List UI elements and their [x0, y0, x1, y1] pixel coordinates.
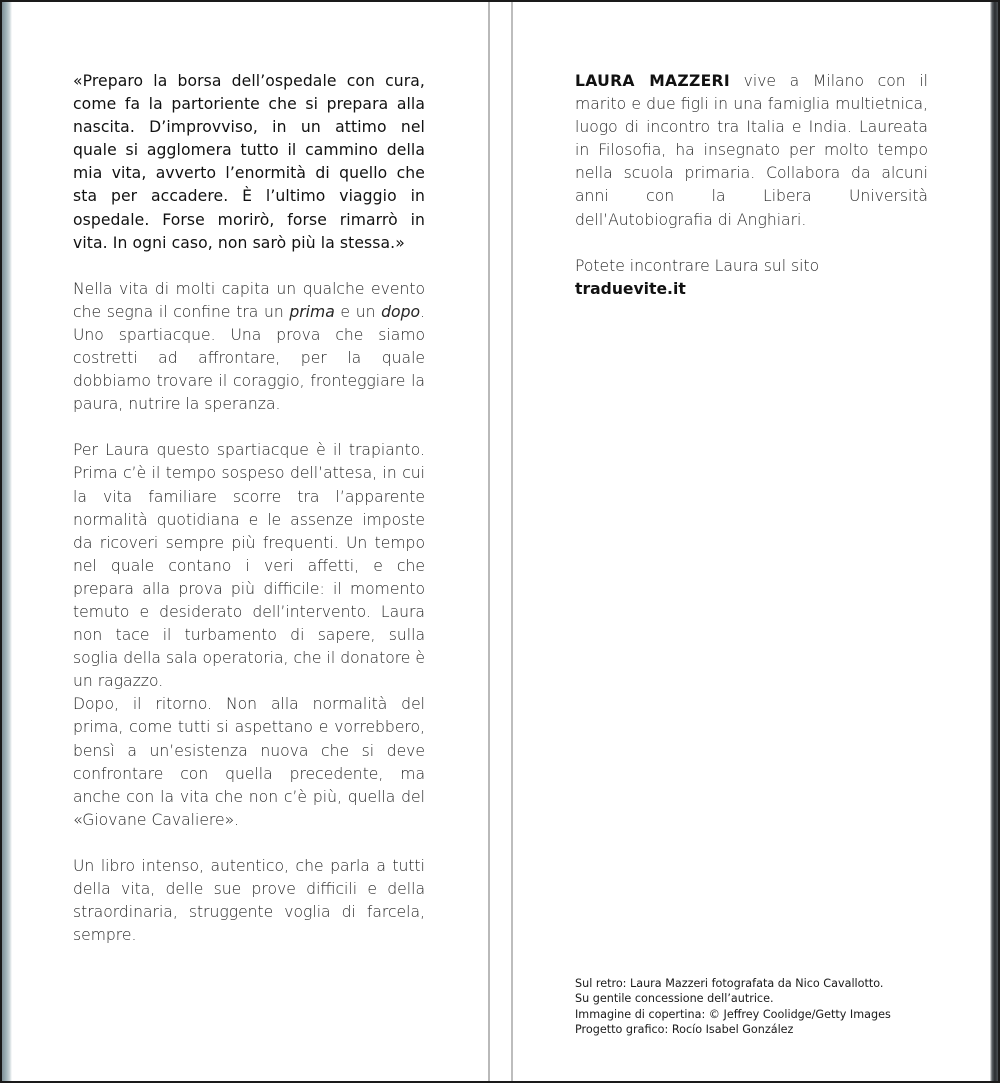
opening-quote: «Preparo la borsa dell’ospedale con cura, come fa la partoriente che si prepara alla nascita. D’improvviso, in un attimo nel quale si agglomera tutto il cammino della mia vita, avverto l’enormità di quello che sta per accadere. È l’ultimo viaggio in ospedale. Forse morirò, forse rimarrò in vita. In ogni caso, non sarò più la stessa.»: [73, 72, 425, 252]
emphasis-prima: prima: [289, 302, 335, 321]
author-bio-text: vive a Milano con il marito e due figli in una famiglia multietnica, luogo di incontro tra Italia e India. Laureata in Filosofia, ha insegnato per molto tempo nella scuola primaria. Collabora da alcuni anni con la Libera Università dell’Autobiografia di Anghiari.: [575, 72, 928, 229]
image-credits: [575, 976, 935, 1038]
paragraph-1-part-1: Nella vita di molti capita un qualche evento che segna il confine tra un: [73, 279, 425, 321]
emphasis-dopo: dopo: [381, 302, 421, 321]
left-flap-text: [73, 70, 425, 970]
spine-gap: [490, 2, 511, 1081]
paragraph-4: Un libro intenso, autentico, che parla a tutti della vita, delle sue prove difficili e della straordinaria, struggente voglia di farcela, sempre.: [73, 856, 425, 945]
cover-edge-right: [990, 2, 998, 1081]
right-flap-text: [575, 70, 928, 324]
paragraph-2: Per Laura questo spartiacque è il trapianto. Prima c’è il tempo sospeso dell’attesa, in cui la vita familiare scorre tra l’apparente normalità quotidiana e le assenze imposte da ricoveri sempre più frequenti. Un tempo nel quale contano i veri affetti, e che prepara alla prova più difficile: il momento temuto e desiderato dell’intervento. Laura non tace il turbamento di sapere, sulla soglia della sala operatoria, che il donatore è un ragazzo.: [73, 441, 425, 691]
website-link[interactable]: traduevite.it: [575, 279, 686, 298]
credit-line: Immagine di copertina: © Jeffrey Coolidge/Getty Images: [575, 1007, 891, 1021]
paragraph-1-part-3: . Uno spartiacque. Una prova che siamo costretti ad affrontare, per la quale dobbiamo trovare il coraggio, fronteggiare la paura, nutrire la speranza.: [73, 302, 425, 414]
author-name: LAURA MAZZERI: [575, 72, 730, 90]
paragraph-1: [73, 278, 425, 417]
credit-line: Progetto grafico: Rocío Isabel González: [575, 1023, 794, 1037]
website-line: [575, 255, 928, 301]
credit-line: Su gentile concessione dell’autrice.: [575, 992, 774, 1006]
paragraph-3: Dopo, il ritorno. Non alla normalità del prima, come tutti si aspettano e vorrebbero, bensì a un’esistenza nuova che si deve confrontare con quella precedente, ma anche con la vita che non c’è più, quella del «Giovane Cavaliere».: [73, 695, 425, 829]
website-intro: Potete incontrare Laura sul sito: [575, 256, 820, 275]
cover-edge-left: [2, 2, 12, 1081]
paragraph-1-part-2: e un: [334, 302, 382, 321]
credit-line: Sul retro: Laura Mazzeri fotografata da Nico Cavallotto.: [575, 977, 884, 990]
flap-fold-right: [511, 2, 513, 1081]
author-bio: [575, 70, 928, 232]
